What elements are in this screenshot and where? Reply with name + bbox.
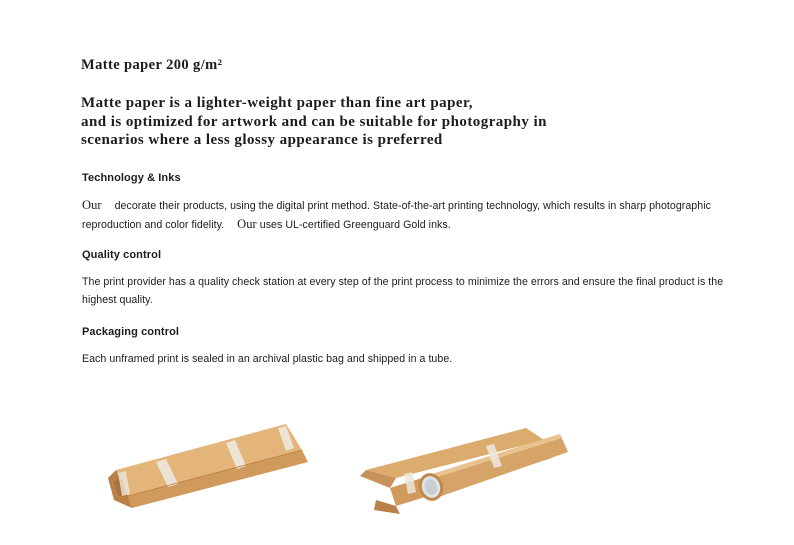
intro-line: scenarios where a less glossy appearance is preferred xyxy=(81,132,443,148)
technology-text xyxy=(82,197,732,234)
technology-text-a: decorate their products, using the digital print method. State-of-the-art printing technology, which results in sharp photographic reproduction and color fidelity. xyxy=(82,200,711,231)
brand-word: Our xyxy=(82,198,102,212)
shipping-tube-image xyxy=(108,418,310,510)
technology-text-b: uses UL-certified Greenguard Gold inks. xyxy=(259,218,451,231)
product-title: Matte paper 200 g/m² xyxy=(81,57,223,73)
packaging-heading: Packaging control xyxy=(82,326,180,338)
quality-text: The print provider has a quality check station at every step of the print process to minimize the errors and ensure the final product is the highest quality. xyxy=(82,276,724,306)
intro-line: Matte paper is a lighter-weight paper than fine art paper, xyxy=(81,95,473,111)
open-tube-with-roll-image xyxy=(356,418,576,518)
technology-heading: Technology & Inks xyxy=(82,172,181,184)
intro-line: and is optimized for artwork and can be suitable for photography in xyxy=(81,113,547,130)
packaging-text: Each unframed print is sealed in an archival plastic bag and shipped in a tube. xyxy=(82,353,453,365)
brand-word: Our xyxy=(237,216,257,231)
product-intro xyxy=(81,94,641,150)
quality-heading: Quality control xyxy=(82,249,162,261)
